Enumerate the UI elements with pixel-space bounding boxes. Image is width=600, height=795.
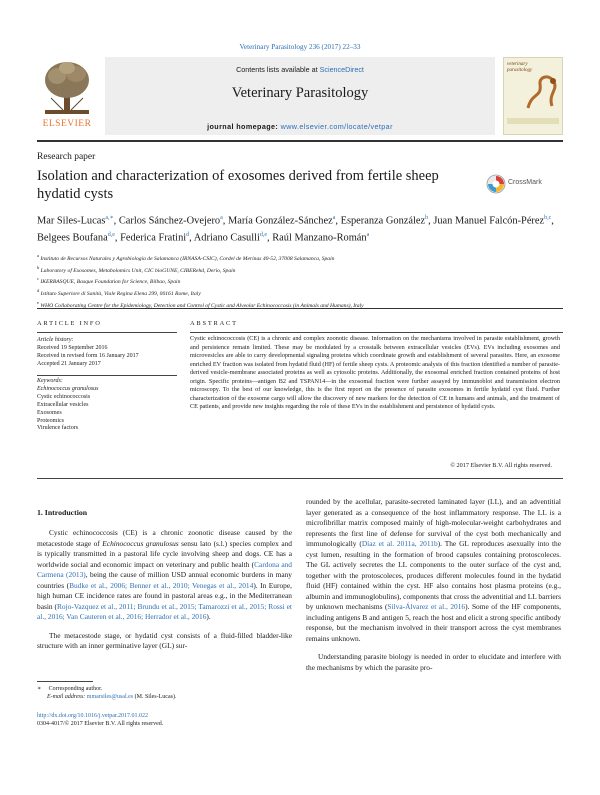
author-name[interactable]: Juan Manuel Falcón-Pérez <box>433 215 545 227</box>
author-affiliation-marker[interactable]: a <box>332 215 336 221</box>
author-affiliation-marker[interactable]: a,∗ <box>105 215 114 221</box>
footnote-rule <box>37 681 93 682</box>
author-name[interactable]: Esperanza González <box>340 215 426 227</box>
author-name[interactable]: Federica Fratini <box>120 232 187 244</box>
affiliation-letter: d <box>37 287 40 293</box>
affiliation-text: Laboratory of Exosomes, Metabolomics Unit, CIC bioGUNE, CIBERehd, Derio, Spain <box>39 267 236 274</box>
text-run: ). The GL reproduces asexually into the cyst lumen, resulting in the formation of brood capsules containing protoscoleces. The GL actively secretes the LL components to the outer surface of the cyst and, together with the protoscoleces, produces different molecules found in the hydatid fluid (HF) contained within the cyst. HF also contains host plasma proteins (e.g., albumin and immunoglobulins), components that cross the adventitial and LL barriers by unknown mechanisms ( <box>306 539 562 611</box>
body-column-left <box>37 528 292 660</box>
abstract-text: Cystic echinococcosis (CE) is a chronic and complex zoonotic disease. Information on the mechanisms involved in parasite establishment, growth and persistence remain limited. These may be modulated by a crosstalk between extracellular vesicles (EVs). EVs including exosomes and microvesicles are able to carry developmental signaling proteins which coordinate growth and establishment of several parasites. Here, an exosome enriched EV fraction was isolated from hydatid fluid (HF) of fertile sheep cysts. A proteomic analysis of this fraction identified a number of parasite-derived vesicle-membrane associated proteins as well as cytosolic proteins. Additionally, the exosomal enriched fraction contained proteins of host origin. Specific proteins—antigen B2 and TSPAN14—in the exosomal fraction were further assayed by immunoblot and transmission electron microscopy. To the best of our knowledge, this is the first report on the presence of parasite exosomes in fertile hydatid cyst fluid. Further characterization of the exosome cargo will allow the discovery of new markers for the detection of CE in humans and animals, and the treatment of CE patients, and provide new insights regarding the role of these EVs in the establishment and persistence of hydatid cysts. <box>190 335 560 410</box>
citation-link[interactable]: Silva-Álvarez et al., 2016 <box>387 602 466 611</box>
introduction-heading-text: 1. Introduction <box>37 508 88 517</box>
journal-title-box <box>105 57 495 135</box>
paragraph <box>306 497 561 644</box>
elsevier-tree-icon <box>41 58 93 118</box>
author-name[interactable]: Mar Siles-Lucas <box>37 215 106 227</box>
homepage-prefix: journal homepage: <box>207 122 281 131</box>
author-separator: , <box>551 215 554 227</box>
author-affiliation-marker[interactable]: a <box>220 215 223 221</box>
author-separator: , <box>222 215 228 227</box>
email-label: E-mail address: <box>47 694 87 700</box>
author-name[interactable]: Raúl Manzano-Román <box>272 232 367 244</box>
keywords-label: Keywords: <box>37 378 63 384</box>
affiliation-letter: a <box>37 253 39 258</box>
footnote-line <box>37 685 292 693</box>
affiliation-item <box>37 264 557 276</box>
author-name[interactable]: Carlos Sánchez-Ovejero <box>118 215 221 227</box>
author-name[interactable]: Belgees Boufana <box>37 232 108 244</box>
history-accepted: Accepted 21 January 2017 <box>37 360 101 367</box>
keyword-item: Virulence factors <box>37 425 79 432</box>
keyword-item: Extracellular vesicles <box>37 401 89 408</box>
author-separator: , <box>267 232 273 244</box>
email-suffix: (M. Siles-Lucas). <box>133 694 177 700</box>
text-run: ). Some of the HF components, including antigens B and antigen 5, reach the host and elicit a strong specific antibody response, but the mechanism involved in their transport across the cyst membranes remains unknown. <box>306 602 561 643</box>
affiliation-letter: c <box>37 276 39 282</box>
abstract-rule <box>190 332 563 333</box>
affiliation-text: Istituto Superiore di Sanità, Viale Regina Elena 299, 00161 Rome, Italy <box>39 290 201 297</box>
italic-term: Echinococcus granulosus <box>102 538 179 548</box>
affiliation-letter: b <box>37 264 40 270</box>
crossmark-badge[interactable] <box>486 174 558 194</box>
keyword-item: Echinococcus granulosus <box>37 385 99 392</box>
affiliation-letter: e <box>37 299 39 305</box>
keywords <box>37 378 177 433</box>
author-name[interactable]: María González-Sánchez <box>228 215 333 227</box>
affiliation-list <box>37 252 557 310</box>
sciencedirect-link[interactable]: ScienceDirect <box>319 65 364 74</box>
keyword-item: Proteomics <box>37 417 64 424</box>
author-separator: , <box>428 215 434 227</box>
citation-link[interactable]: Díaz et al. 2011a, 2011b <box>361 539 438 548</box>
keywords-rule <box>37 375 177 376</box>
crossmark-label: CrossMark <box>508 179 542 186</box>
journal-homepage-line <box>105 122 495 131</box>
paragraph <box>37 528 292 623</box>
affiliation-text: IKERBASQUE, Basque Foundation for Science, Bilbao, Spain <box>39 279 181 286</box>
author-affiliation-marker[interactable]: d,e <box>259 232 268 239</box>
keyword-item: Exosomes <box>37 409 62 416</box>
keyword-item: Cystic echinococcosis <box>37 393 91 400</box>
text-run: sensu lato (s.l.) species complex and is typically transmitted in a pastoral life cycle involving sheep and dogs. CE has a worldwide social and economic impact on veterinary and public health ( <box>37 538 292 569</box>
corresponding-author-footnote <box>37 685 292 701</box>
abstract-heading: ABSTRACT <box>190 320 238 327</box>
author-email-link[interactable]: mmarsiles@usal.es <box>86 694 134 700</box>
cover-title: veterinary parasitology <box>507 62 533 73</box>
text-run: rounded by the acellular, parasite-secreted laminated layer (LL), and an adventitial layer generated as a consequence of the host inflammatory response. The LL is a microfibrillar matrix composed mainly of high-molecular-weight carbohydrates and represents the first line of defense for survival of the cyst both mechanically and immunologically ( <box>306 497 561 548</box>
article-info-heading: ARTICLE INFO <box>37 320 102 327</box>
citation-link[interactable]: Rojo-Vazquez et al., 2011; Brundu et al., 2015; Tamarozzi et al., 2015; Rossi et al., 2016; Van Cauteren et al., 2016; Herrador et al., 2016 <box>37 601 292 621</box>
affiliation-item <box>37 275 557 287</box>
affiliation-rule <box>37 308 563 309</box>
history-label: Article history: <box>37 337 74 343</box>
author-affiliation-marker[interactable]: d <box>186 232 190 239</box>
paragraph <box>37 631 292 652</box>
journal-masthead <box>37 57 563 135</box>
author-affiliation-marker[interactable]: b,c <box>544 215 552 221</box>
text-run: Cystic echinococcosis (CE) is a chronic zoonotic disease caused by the metacestode stage of <box>37 528 292 548</box>
text-run: , being the cause of million USD annual economic burdens in many countries ( <box>37 570 292 590</box>
author-separator: , <box>114 232 121 244</box>
journal-homepage-link[interactable]: www.elsevier.com/locate/vetpar <box>280 122 393 131</box>
footnote-marker: ∗ <box>37 686 42 692</box>
article-type: Research paper <box>37 152 96 162</box>
elsevier-wordmark: ELSEVIER <box>42 119 92 129</box>
author-affiliation-marker[interactable]: d,e <box>107 232 115 239</box>
affiliation-item <box>37 252 557 264</box>
author-separator: , <box>189 232 194 244</box>
citation-link[interactable]: Cardona and Carmena (2013) <box>37 559 292 579</box>
text-run: The metacestode stage, or hydatid cyst consists of a fluid-filled bladder-like structure with an inner germinative layer (GL) sur- <box>37 630 292 650</box>
author-name[interactable]: Adriano Casulli <box>193 232 260 244</box>
abstract-bottom-rule <box>37 478 563 479</box>
article-history <box>37 337 177 369</box>
author-separator: , <box>335 215 341 227</box>
footnote-email-line <box>37 693 292 701</box>
article-info-rule <box>37 332 177 333</box>
history-revised: Received in revised form 16 January 2017 <box>37 352 139 359</box>
journal-cover-thumbnail[interactable] <box>503 57 563 135</box>
author-separator: , <box>113 215 119 227</box>
masthead-rule <box>37 140 563 142</box>
text-run: ). In Europe, high human CE incidence rates are found in pastoral areas e.g., in the Mediterranean basin ( <box>37 580 292 611</box>
journal-title: Veterinary Parasitology <box>231 85 369 101</box>
introduction-heading <box>37 508 87 517</box>
journal-reference-link[interactable]: Veterinary Parasitology 236 (2017) 22–33 <box>239 43 361 51</box>
affiliation-item <box>37 287 557 299</box>
affiliation-text: Instituto de Recursos Naturales y Agrobiología de Salamanca (IRNASA-CSIC), Cordel de Merinas 40-52, 37008 Salamanca, Spain <box>39 255 335 262</box>
affiliation-text: WHO Collaborating Centre for the Epidemiology, Detection and Control of Cystic and Alveolar Echinococcosis (in Animals and Humans), Italy <box>39 302 364 309</box>
doi-link[interactable]: http://dx.doi.org/10.1016/j.vetpar.2017.01.022 <box>37 713 149 719</box>
elsevier-logo[interactable] <box>37 57 97 135</box>
issn-line: 0304-4017/© 2017 Elsevier B.V. All rights reserved. <box>37 721 164 727</box>
history-received: Received 19 September 2016 <box>37 344 108 351</box>
footnote-label: Corresponding author. <box>48 686 103 692</box>
doi-block <box>37 712 292 728</box>
body-column-right <box>306 497 561 681</box>
author-list <box>37 211 557 246</box>
text-run: ). <box>206 612 211 621</box>
citation-link[interactable]: Budke et al., 2006; Benner et al., 2010; Venegas et al., 2014 <box>69 580 254 590</box>
cover-parasite-image-icon <box>524 72 560 112</box>
abstract-copyright: © 2017 Elsevier B.V. All rights reserved. <box>450 462 552 469</box>
contents-prefix: Contents lists available at <box>236 65 320 74</box>
crossmark-icon <box>486 174 506 194</box>
author-affiliation-marker[interactable]: a <box>366 232 370 239</box>
cover-footer-band <box>507 118 559 124</box>
article-title: Isolation and characterization of exosomes derived from fertile sheep hydatid cysts <box>37 168 439 202</box>
text-run: Understanding parasite biology is needed in order to elucidate and interfere with the mechanisms by which the parasite pro- <box>306 652 561 672</box>
contents-available-line <box>105 65 495 74</box>
paragraph <box>306 652 561 673</box>
author-affiliation-marker[interactable]: b <box>425 215 429 221</box>
